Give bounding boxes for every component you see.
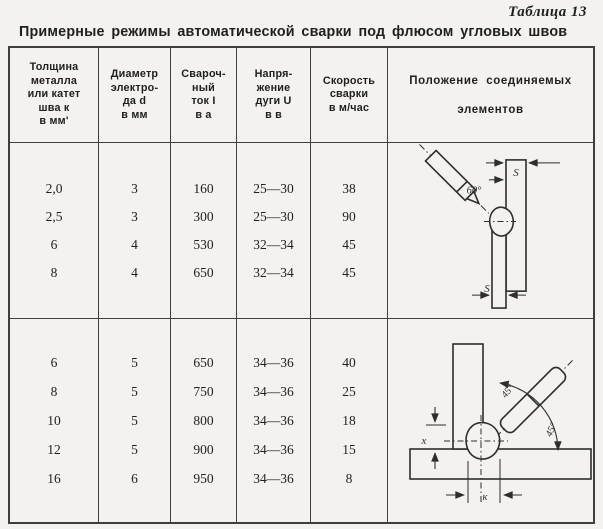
cell-value: 6 <box>50 237 58 252</box>
cell-value: 34—36 <box>253 384 294 399</box>
cell-value: 800 <box>193 413 214 428</box>
tee-joint-weld-diagram <box>388 319 593 522</box>
cell-value: 4 <box>131 237 138 252</box>
group2-speed <box>311 319 388 522</box>
header-line: жение <box>256 81 291 94</box>
header-line: ток I <box>191 95 216 107</box>
cell-value: 25—30 <box>253 181 294 196</box>
cell-value: 5 <box>131 384 138 399</box>
cell-value: 530 <box>193 237 214 252</box>
cell-value: 300 <box>193 209 214 224</box>
cell-value: 8 <box>50 384 58 399</box>
cell-value: 25—30 <box>253 209 294 224</box>
penetration-dimension-label: x <box>421 435 427 447</box>
header-line: Напря- <box>254 68 293 80</box>
header-line: электро- <box>110 81 159 94</box>
cell-value: 12 <box>47 442 61 457</box>
cell-value: 18 <box>342 413 356 428</box>
header-line: Скорость <box>322 74 376 87</box>
cell-value: 5 <box>131 442 138 457</box>
cell-value: 38 <box>342 181 356 196</box>
welding-parameters-table <box>8 46 595 524</box>
electrode-icon <box>485 354 578 447</box>
header-line: Толщина <box>29 61 79 74</box>
cell-value: 45 <box>342 237 356 252</box>
header-welding-speed <box>311 48 388 143</box>
cell-value: 16 <box>47 471 61 486</box>
cell-value: 950 <box>193 471 214 486</box>
cell-value: 34—36 <box>253 471 294 486</box>
leg-dimension-label: к <box>482 492 488 503</box>
cell-value: 3 <box>131 209 138 224</box>
cell-value: 10 <box>47 413 61 428</box>
header-line: в мм' <box>39 115 69 128</box>
group1-position-diagram <box>388 143 593 319</box>
electrode-angle-label: 60° <box>466 185 482 197</box>
cell-value: 650 <box>193 265 214 280</box>
front-plate <box>492 231 506 309</box>
group1-current <box>171 143 237 319</box>
page-title: Примерные режимы автоматической сварки под флюсом угловых швов <box>19 24 568 40</box>
header-welding-current <box>171 48 237 143</box>
plate-thickness-label-top: S <box>513 166 519 179</box>
group2-voltage <box>237 319 311 522</box>
cell-value: 750 <box>193 384 214 399</box>
header-line: Положение соединяемых <box>409 74 572 87</box>
cell-value: 25 <box>342 384 356 399</box>
cell-value: 8 <box>345 471 353 486</box>
cell-value: 15 <box>342 442 356 457</box>
table-number-label: Таблица 13 <box>508 4 587 20</box>
cell-value: 650 <box>193 355 214 370</box>
group2-diameter <box>99 319 171 522</box>
cell-value: 40 <box>342 355 356 370</box>
plate-thickness-label-bottom: S <box>484 283 490 296</box>
cell-value: 3 <box>131 181 138 196</box>
header-line: элементов <box>457 103 524 116</box>
header-line: Диаметр <box>110 68 159 80</box>
header-position <box>388 48 593 143</box>
lap-joint-weld-diagram <box>388 143 593 318</box>
cell-value: 900 <box>193 442 214 457</box>
header-line: дуги U <box>255 95 292 107</box>
header-line: шва к <box>38 101 70 114</box>
cell-value: 4 <box>131 265 138 280</box>
cell-value: 5 <box>131 355 138 370</box>
electrode-icon <box>414 143 494 219</box>
cell-value: 90 <box>342 209 356 224</box>
cell-value: 6 <box>131 471 138 486</box>
electrode-angle-label-lower: 45° <box>543 421 560 439</box>
cell-value: 160 <box>193 181 214 196</box>
header-thickness <box>10 48 99 143</box>
cell-value: 34—36 <box>253 442 294 457</box>
group2-thickness <box>10 319 99 522</box>
cell-value: 34—36 <box>253 413 294 428</box>
cell-value: 34—36 <box>253 355 294 370</box>
header-line: сварки <box>329 88 369 101</box>
electrode-angle-label-upper: 45° <box>499 382 517 401</box>
header-electrode-diameter <box>99 48 171 143</box>
cell-value: 8 <box>50 265 58 280</box>
group2-position-diagram <box>388 319 593 522</box>
group1-thickness <box>10 143 99 319</box>
cell-value: 6 <box>50 355 58 370</box>
header-line: да d <box>122 95 147 107</box>
header-line: в мм <box>121 108 148 121</box>
header-line: в в <box>265 108 282 121</box>
group1-speed <box>311 143 388 319</box>
header-line: в м/час <box>328 101 370 114</box>
group1-voltage <box>237 143 311 319</box>
cell-value: 5 <box>131 413 138 428</box>
header-line: ный <box>192 81 215 94</box>
cell-value: 2,5 <box>45 209 63 224</box>
cell-value: 32—34 <box>253 265 294 280</box>
cell-value: 32—34 <box>253 237 294 252</box>
group2-current <box>171 319 237 522</box>
header-line: металла <box>30 74 78 87</box>
header-line: или катет <box>27 88 81 101</box>
header-arc-voltage <box>237 48 311 143</box>
header-line: в а <box>195 108 212 121</box>
group1-diameter <box>99 143 171 319</box>
cell-value: 2,0 <box>45 181 63 196</box>
cell-value: 45 <box>342 265 356 280</box>
header-line: Свароч- <box>181 68 226 80</box>
